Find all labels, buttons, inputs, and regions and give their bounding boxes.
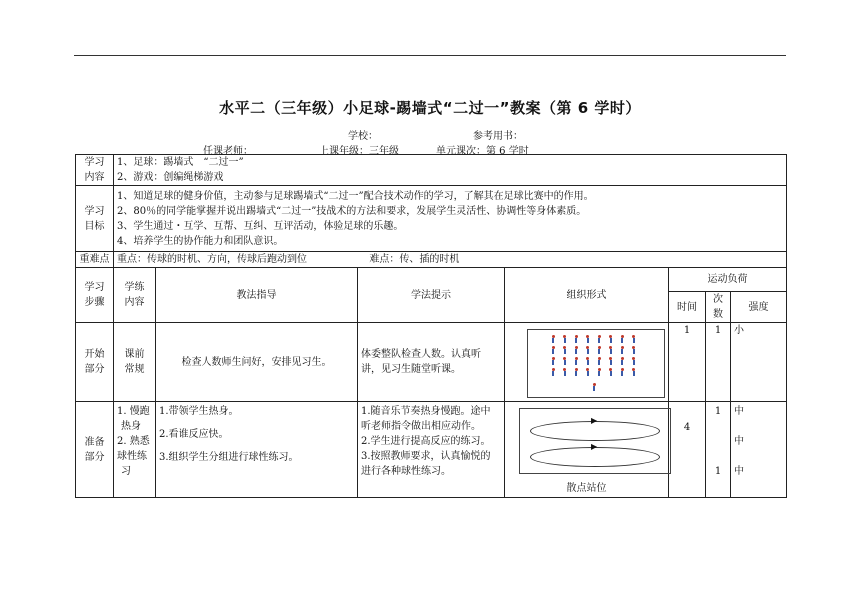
content-row xyxy=(76,155,787,186)
key-difficulty: 难点：传、插的时机 xyxy=(369,254,460,265)
warmup-intensities: 中 中 中 xyxy=(731,402,787,498)
student-figure xyxy=(575,360,577,365)
student-figure xyxy=(610,349,612,354)
student-figure xyxy=(633,338,635,343)
student-figure xyxy=(598,349,600,354)
opening-teaching: 检查人数师生问好，安排见习生。 xyxy=(156,323,358,402)
opening-time: 1 xyxy=(669,323,706,402)
unit-lesson-field: 单元课次：第 6 学时 xyxy=(436,146,529,157)
warmup-teaching: 1.带领学生热身。 2.看谁反应快。 3.组织学生分组进行球性练习。 xyxy=(156,402,358,498)
organization-caption: 散点站位 xyxy=(566,483,607,494)
warmup-step: 准备 部分 xyxy=(76,402,114,498)
header-load: 运动负荷 xyxy=(669,268,787,292)
student-figure xyxy=(610,360,612,365)
opening-formation-diagram xyxy=(505,323,669,402)
warmup-learning: 1.随音乐节奏热身慢跑。途中 听老师指令做出相应动作。 2.学生进行提高反应的练习。 3.按照教师要求，认真愉悦的 进行各种球性练习。 xyxy=(358,402,505,498)
warmup-formation-diagram xyxy=(505,402,669,498)
student-figure xyxy=(575,371,577,376)
teacher-field: 任课老师： xyxy=(203,146,253,157)
student-figure xyxy=(598,360,600,365)
teacher-figure xyxy=(593,386,595,391)
student-figure xyxy=(575,338,577,343)
objectives-lines: 1、知道足球的健身价值，主动参与足球踢墙式“二过一”配合技术动作的学习，了解其在足球比赛中的作用。 2、80％的同学能掌握并说出踢墙式“二过一”技战术的方法和要求，发展学生灵活性、协调性等身体素质。 3、学生通过・互学、互帮、互纠、互评活动，体验足球的乐趣。 4、培养学生的协作能力和团队意识。 xyxy=(114,186,787,252)
student-figure xyxy=(621,338,623,343)
row-warmup xyxy=(76,402,787,498)
student-figure xyxy=(621,349,623,354)
student-figure xyxy=(610,338,612,343)
grade-field: 上课年级：三年级 xyxy=(319,146,399,157)
opening-learning: 体委整队检查人数。认真听 讲，见习生随堂听课。 xyxy=(358,323,505,402)
key-focus: 重点：传球的时机、方向，传球后跑动到位 xyxy=(117,254,307,265)
student-figure xyxy=(633,360,635,365)
student-figure xyxy=(564,338,566,343)
key-points-label: 重难点 xyxy=(76,252,114,268)
header-row xyxy=(76,268,787,292)
warmup-content: 1. 慢跑 热身 2. 熟悉 球性练 习 xyxy=(114,402,156,498)
student-figure xyxy=(552,349,554,354)
student-figure xyxy=(610,371,612,376)
arrow-right-icon: ▶ xyxy=(591,442,598,451)
school-field: 学校： xyxy=(348,131,378,142)
key-points-cell xyxy=(114,252,787,268)
student-figure xyxy=(564,360,566,365)
header-learning: 学法提示 xyxy=(358,268,505,323)
student-figure xyxy=(633,371,635,376)
formation-field xyxy=(527,329,665,398)
content-lines: 1、足球：踢墙式 “二过一” 2、游戏：创编绳梯游戏 xyxy=(114,155,787,186)
student-figure xyxy=(633,349,635,354)
student-figure xyxy=(552,360,554,365)
reference-book-field: 参考用书： xyxy=(473,131,523,142)
student-figure xyxy=(621,360,623,365)
header-time: 时间 xyxy=(669,292,706,323)
student-figure xyxy=(552,371,554,376)
header-count: 次 数 xyxy=(706,292,731,323)
student-figure xyxy=(564,349,566,354)
objectives-row xyxy=(76,186,787,252)
student-figure xyxy=(621,371,623,376)
student-figure xyxy=(564,371,566,376)
student-figure xyxy=(598,371,600,376)
header-rule xyxy=(74,55,786,56)
opening-step: 开始 部分 xyxy=(76,323,114,402)
arrow-right-icon: ▶ xyxy=(591,416,598,425)
key-points-row xyxy=(76,252,787,268)
student-figure xyxy=(587,360,589,365)
running-loop-bottom xyxy=(530,442,660,467)
header-intensity: 强度 xyxy=(731,292,787,323)
student-figure xyxy=(587,371,589,376)
opening-count: 1 xyxy=(706,323,731,402)
running-track-field xyxy=(519,408,671,474)
header-teaching: 教法指导 xyxy=(156,268,358,323)
row-opening xyxy=(76,323,787,402)
student-figure xyxy=(587,349,589,354)
header-organization: 组织形式 xyxy=(505,268,669,323)
header-content: 学练 内容 xyxy=(114,268,156,323)
running-loop-top xyxy=(530,416,660,441)
warmup-time: 4 xyxy=(669,402,706,498)
opening-content: 课前 常规 xyxy=(114,323,156,402)
opening-intensity: 小 xyxy=(731,323,787,402)
header-step: 学习 步骤 xyxy=(76,268,114,323)
student-figure xyxy=(575,349,577,354)
content-label: 学习 内容 xyxy=(76,155,114,186)
objectives-label: 学习 目标 xyxy=(76,186,114,252)
student-figure xyxy=(552,338,554,343)
warmup-counts: 1 1 xyxy=(706,402,731,498)
student-figure xyxy=(598,338,600,343)
student-figure xyxy=(587,338,589,343)
lesson-plan-table xyxy=(75,154,787,498)
page-title: 水平二（三年级）小足球-踢墙式“二过一”教案（第 6 学时） xyxy=(219,99,641,117)
